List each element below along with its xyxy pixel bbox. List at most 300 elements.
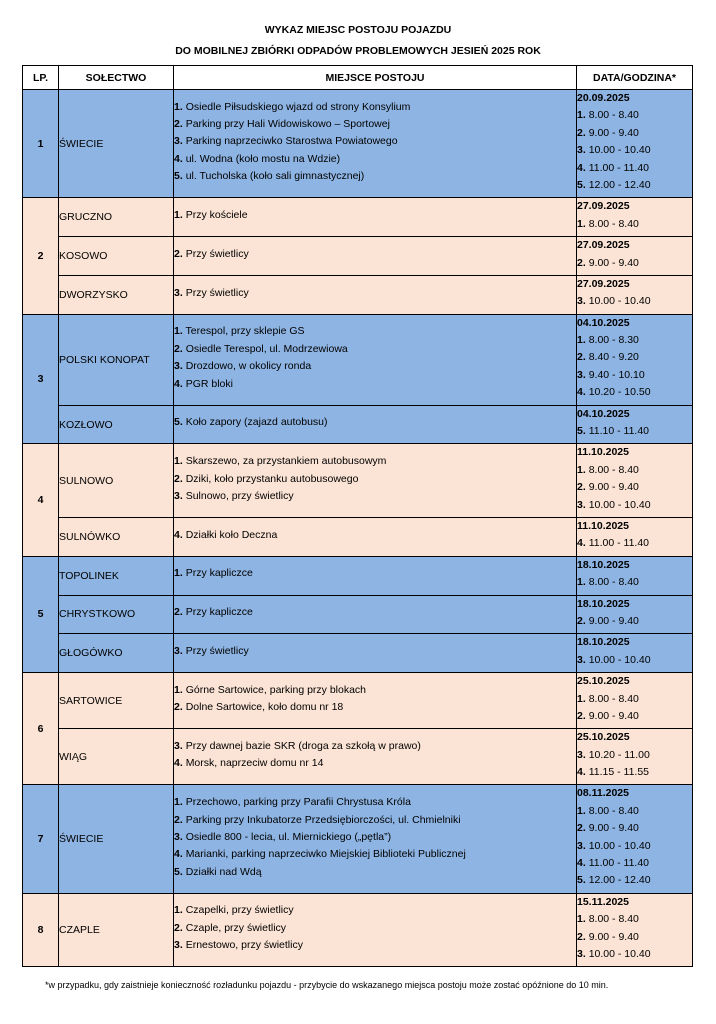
stop-place: Parking przy Inkubatorze Przedsiębiorczości, ul. Chmielniki <box>185 813 461 826</box>
time-number: 5. <box>577 425 586 438</box>
time-range: 10.00 - 10.40 <box>588 947 651 960</box>
time-range: 8.00 - 8.40 <box>588 913 639 926</box>
stop-place: PGR bloki <box>185 377 233 390</box>
time-number: 1. <box>577 463 586 476</box>
lp-cell: 3 <box>23 314 59 444</box>
miejsce-postoju-cell <box>174 275 577 314</box>
data-godzina-cell <box>577 556 693 595</box>
miejsce-postoju-cell <box>174 198 577 237</box>
stop-place: Działki koło Deczna <box>185 528 278 541</box>
time-range: 9.00 - 9.40 <box>588 930 639 943</box>
time-line <box>577 293 692 310</box>
spacer-line <box>174 660 576 663</box>
data-godzina-cell <box>577 729 693 785</box>
stop-number: 3. <box>174 360 183 373</box>
stop-number: 5. <box>174 170 183 183</box>
stop-number: 2. <box>174 118 183 131</box>
time-line <box>577 747 692 764</box>
stop-line <box>174 920 576 937</box>
time-line <box>577 160 692 177</box>
stop-number: 1. <box>174 683 183 696</box>
time-range: 9.00 - 9.40 <box>588 709 639 722</box>
time-number: 2. <box>577 126 586 139</box>
data-godzina-cell <box>577 275 693 314</box>
time-number: 3. <box>577 368 586 381</box>
time-number: 4. <box>577 857 586 870</box>
date-text: 08.11.2025 <box>577 787 629 800</box>
data-godzina-cell <box>577 405 693 444</box>
schedule-table <box>22 65 693 967</box>
stop-line <box>174 902 576 919</box>
stop-place: Terespol, przy sklepie GS <box>185 325 305 338</box>
solectwo-cell: KOZŁOWO <box>59 405 174 444</box>
data-godzina-cell <box>577 444 693 518</box>
stop-line <box>174 488 576 505</box>
time-line <box>577 691 692 708</box>
date-text: 27.09.2025 <box>577 239 630 252</box>
stop-line <box>174 604 576 621</box>
time-line <box>577 652 692 669</box>
miejsce-postoju-cell <box>174 556 577 595</box>
spacer-line <box>174 544 576 547</box>
date-text: 18.10.2025 <box>577 558 630 571</box>
miejsce-postoju-cell <box>174 785 577 893</box>
time-range: 8.40 - 9.20 <box>588 351 639 364</box>
stop-line <box>174 285 576 302</box>
document-title-line1: WYKAZ MIEJSC POSTOJU POJAZDU <box>264 24 452 36</box>
stop-number: 3. <box>174 739 183 752</box>
solectwo-cell: ŚWIECIE <box>59 90 174 198</box>
stop-number: 2. <box>174 247 183 260</box>
time-range: 11.10 - 11.40 <box>588 425 650 438</box>
table-row <box>23 444 693 518</box>
time-number: 2. <box>577 709 586 722</box>
time-number: 2. <box>577 614 586 627</box>
lp-cell: 4 <box>23 444 59 556</box>
table-row <box>23 673 693 729</box>
table-row <box>23 405 693 444</box>
time-line <box>577 462 692 479</box>
time-line <box>577 177 692 194</box>
stop-line <box>174 168 576 185</box>
time-range: 9.00 - 9.40 <box>588 126 639 139</box>
data-godzina-cell <box>577 237 693 276</box>
table-row <box>23 517 693 556</box>
table-row <box>23 729 693 785</box>
time-range: 12.00 - 12.40 <box>588 874 651 887</box>
stop-line <box>174 794 576 811</box>
spacer-line <box>174 505 576 508</box>
stop-place: Dziki, koło przystanku autobusowego <box>185 472 359 485</box>
stop-number: 1. <box>174 209 183 222</box>
stop-place: Marianki, parking naprzeciwko Miejskiej Biblioteki Publicznej <box>185 848 466 861</box>
stop-place: Sulnowo, przy świetlicy <box>185 489 294 502</box>
lp-cell: 8 <box>23 893 59 967</box>
column-header-miejsce-postoju: MIEJSCE POSTOJU <box>174 66 577 90</box>
time-line <box>577 803 692 820</box>
date-text: 25.10.2025 <box>577 731 630 744</box>
time-line <box>577 367 692 384</box>
time-number: 1. <box>577 217 586 230</box>
stop-number: 3. <box>174 135 183 148</box>
time-number: 1. <box>577 576 586 589</box>
table-row <box>23 785 693 893</box>
time-line <box>577 929 692 946</box>
time-range: 10.20 - 11.00 <box>588 748 650 761</box>
stop-place: Parking przy Hali Widowiskowo – Sportowej <box>185 118 390 131</box>
time-range: 10.00 - 10.40 <box>588 295 651 308</box>
spacer-line <box>174 224 576 227</box>
data-godzina-cell <box>577 198 693 237</box>
time-line <box>577 349 692 366</box>
data-godzina-cell <box>577 595 693 634</box>
stop-number: 2. <box>174 701 183 714</box>
column-header-solectwo: SOŁECTWO <box>59 66 174 90</box>
time-range: 9.00 - 9.40 <box>588 822 639 835</box>
time-range: 9.00 - 9.40 <box>588 614 639 627</box>
stop-place: Przy świetlicy <box>185 645 249 658</box>
stop-number: 2. <box>174 472 183 485</box>
table-row <box>23 198 693 237</box>
stop-line <box>174 864 576 881</box>
time-range: 8.00 - 8.30 <box>588 334 639 347</box>
time-line <box>577 872 692 889</box>
time-line <box>577 764 692 781</box>
stop-line <box>174 341 576 358</box>
time-number: 1. <box>577 692 586 705</box>
stop-line <box>174 643 576 660</box>
time-number: 5. <box>577 874 586 887</box>
spacer-line <box>174 622 576 625</box>
lp-cell: 2 <box>23 198 59 314</box>
time-number: 2. <box>577 481 586 494</box>
time-number: 4. <box>577 386 586 399</box>
stop-place: Przy kapliczce <box>185 567 253 580</box>
time-number: 1. <box>577 804 586 817</box>
solectwo-cell: DWORZYSKO <box>59 275 174 314</box>
spacer-line <box>174 186 576 189</box>
table-row <box>23 237 693 276</box>
document-title-line2: DO MOBILNEJ ZBIÓRKI ODPADÓW PROBLEMOWYCH JESIEŃ 2025 ROK <box>175 45 541 57</box>
stop-number: 2. <box>174 921 183 934</box>
miejsce-postoju-cell <box>174 405 577 444</box>
miejsce-postoju-cell <box>174 729 577 785</box>
solectwo-cell: SARTOWICE <box>59 673 174 729</box>
stop-number: 3. <box>174 830 183 843</box>
time-number: 4. <box>577 537 586 550</box>
time-line <box>577 613 692 630</box>
spacer-line <box>174 717 576 720</box>
table-row <box>23 893 693 967</box>
table-row <box>23 275 693 314</box>
time-range: 8.00 - 8.40 <box>588 217 639 230</box>
stop-place: Ernestowo, przy świetlicy <box>185 939 303 952</box>
miejsce-postoju-cell <box>174 673 577 729</box>
solectwo-cell: POLSKI KONOPAT <box>59 314 174 405</box>
stop-number: 1. <box>174 567 183 580</box>
time-number: 2. <box>577 930 586 943</box>
time-line <box>577 384 692 401</box>
time-line <box>577 332 692 349</box>
time-line <box>577 497 692 514</box>
stop-number: 2. <box>174 342 183 355</box>
time-number: 1. <box>577 109 586 122</box>
stop-line <box>174 565 576 582</box>
time-number: 5. <box>577 178 586 191</box>
stop-number: 4. <box>174 377 183 390</box>
table-row <box>23 90 693 198</box>
stop-place: Koło zapory (zajazd autobusu) <box>185 416 328 429</box>
stop-number: 1. <box>174 904 183 917</box>
time-number: 3. <box>577 947 586 960</box>
time-range: 10.00 - 10.40 <box>588 498 651 511</box>
stop-line <box>174 99 576 116</box>
table-row <box>23 314 693 405</box>
stop-line <box>174 151 576 168</box>
time-line <box>577 946 692 963</box>
schedule-table-body <box>23 90 693 967</box>
stop-place: ul. Tucholska (koło sali gimnastycznej) <box>185 170 365 183</box>
stop-number: 5. <box>174 416 183 429</box>
column-header-data-godzina: DATA/GODZINA* <box>577 66 693 90</box>
stop-line <box>174 246 576 263</box>
date-text: 18.10.2025 <box>577 597 630 610</box>
lp-cell: 1 <box>23 90 59 198</box>
stop-place: Parking naprzeciwko Starostwa Powiatowego <box>185 135 398 148</box>
time-range: 12.00 - 12.40 <box>588 178 651 191</box>
miejsce-postoju-cell <box>174 314 577 405</box>
date-text: 25.10.2025 <box>577 675 630 688</box>
date-text: 11.10.2025 <box>577 519 629 532</box>
solectwo-cell: WIĄG <box>59 729 174 785</box>
miejsce-postoju-cell <box>174 90 577 198</box>
stop-line <box>174 812 576 829</box>
time-range: 9.00 - 9.40 <box>588 481 639 494</box>
stop-line <box>174 755 576 772</box>
time-number: 1. <box>577 913 586 926</box>
miejsce-postoju-cell <box>174 237 577 276</box>
miejsce-postoju-cell <box>174 634 577 673</box>
stop-place: Działki nad Wdą <box>185 865 262 878</box>
spacer-line <box>174 393 576 396</box>
stop-place: Przy kapliczce <box>185 606 253 619</box>
time-number: 3. <box>577 144 586 157</box>
data-godzina-cell <box>577 785 693 893</box>
data-godzina-cell <box>577 90 693 198</box>
solectwo-cell: CHRYSTKOWO <box>59 595 174 634</box>
miejsce-postoju-cell <box>174 517 577 556</box>
stop-place: Czapelki, przy świetlicy <box>185 904 294 917</box>
spacer-line <box>174 773 576 776</box>
data-godzina-cell <box>577 893 693 967</box>
time-range: 10.00 - 10.40 <box>588 653 651 666</box>
date-text: 11.10.2025 <box>577 446 629 459</box>
stop-line <box>174 699 576 716</box>
stop-place: Górne Sartowice, parking przy blokach <box>185 683 367 696</box>
data-godzina-cell <box>577 314 693 405</box>
stop-line <box>174 846 576 863</box>
time-line <box>577 107 692 124</box>
data-godzina-cell <box>577 673 693 729</box>
time-line <box>577 142 692 159</box>
stop-number: 3. <box>174 489 183 502</box>
date-text: 27.09.2025 <box>577 277 630 290</box>
solectwo-cell: ŚWIECIE <box>59 785 174 893</box>
time-range: 8.00 - 8.40 <box>588 576 639 589</box>
stop-place: Skarszewo, za przystankiem autobusowym <box>185 455 387 468</box>
solectwo-cell: GŁOGÓWKO <box>59 634 174 673</box>
time-line <box>577 838 692 855</box>
time-number: 3. <box>577 295 586 308</box>
date-text: 18.10.2025 <box>577 636 630 649</box>
time-range: 11.00 - 11.40 <box>588 161 650 174</box>
time-number: 3. <box>577 839 586 852</box>
date-text: 04.10.2025 <box>577 316 630 329</box>
stop-number: 5. <box>174 865 183 878</box>
time-line <box>577 820 692 837</box>
spacer-line <box>577 963 692 966</box>
stop-number: 4. <box>174 848 183 861</box>
time-range: 9.00 - 9.40 <box>588 256 639 269</box>
time-line <box>577 574 692 591</box>
time-range: 10.20 - 10.50 <box>588 386 651 399</box>
lp-cell: 5 <box>23 556 59 672</box>
time-number: 3. <box>577 653 586 666</box>
data-godzina-cell <box>577 634 693 673</box>
stop-number: 4. <box>174 528 183 541</box>
time-line <box>577 911 692 928</box>
date-text: 04.10.2025 <box>577 407 630 420</box>
stop-number: 1. <box>174 325 183 338</box>
time-range: 8.00 - 8.40 <box>588 109 639 122</box>
stop-place: Morsk, naprzeciw domu nr 14 <box>185 757 324 770</box>
stop-number: 3. <box>174 645 183 658</box>
stop-line <box>174 323 576 340</box>
miejsce-postoju-cell <box>174 595 577 634</box>
lp-cell: 6 <box>23 673 59 785</box>
date-text: 20.09.2025 <box>577 92 630 104</box>
spacer-line <box>174 881 576 884</box>
table-header-row <box>23 66 693 90</box>
data-godzina-cell <box>577 517 693 556</box>
time-line <box>577 855 692 872</box>
stop-line <box>174 116 576 133</box>
stop-place: Przy dawnej bazie SKR (droga za szkołą w prawo) <box>185 739 421 752</box>
stop-place: Dolne Sartowice, koło domu nr 18 <box>185 701 344 714</box>
solectwo-cell: CZAPLE <box>59 893 174 967</box>
time-line <box>577 216 692 233</box>
stop-number: 4. <box>174 757 183 770</box>
solectwo-cell: TOPOLINEK <box>59 556 174 595</box>
time-number: 1. <box>577 334 586 347</box>
spacer-line <box>174 583 576 586</box>
spacer-line <box>174 263 576 266</box>
spacer-line <box>174 302 576 305</box>
stop-line <box>174 527 576 544</box>
stop-place: Przy świetlicy <box>185 286 249 299</box>
stop-number: 1. <box>174 455 183 468</box>
stop-line <box>174 738 576 755</box>
time-number: 3. <box>577 498 586 511</box>
time-number: 3. <box>577 748 586 761</box>
solectwo-cell: KOSOWO <box>59 237 174 276</box>
time-range: 11.00 - 11.40 <box>588 857 650 870</box>
stop-number: 3. <box>174 939 183 952</box>
stop-line <box>174 829 576 846</box>
solectwo-cell: GRUCZNO <box>59 198 174 237</box>
time-line <box>577 535 692 552</box>
date-text: 27.09.2025 <box>577 200 630 213</box>
solectwo-cell: SULNÓWKO <box>59 517 174 556</box>
time-line <box>577 708 692 725</box>
stop-number: 1. <box>174 796 183 809</box>
table-row <box>23 556 693 595</box>
date-text: 15.11.2025 <box>577 895 629 908</box>
stop-place: Osiedle Piłsudskiego wjazd od strony Konsylium <box>185 100 411 113</box>
stop-line <box>174 682 576 699</box>
stop-line <box>174 376 576 393</box>
table-row <box>23 595 693 634</box>
stop-number: 2. <box>174 813 183 826</box>
miejsce-postoju-cell <box>174 444 577 518</box>
stop-place: Osiedle Terespol, ul. Modrzewiowa <box>185 342 348 355</box>
stop-line <box>174 358 576 375</box>
stop-line <box>174 133 576 150</box>
stop-number: 2. <box>174 606 183 619</box>
time-line <box>577 255 692 272</box>
stop-place: Przechowo, parking przy Parafii Chrystusa Króla <box>185 796 411 809</box>
time-line <box>577 125 692 142</box>
time-number: 2. <box>577 351 586 364</box>
time-range: 11.15 - 11.55 <box>588 766 650 779</box>
stop-line <box>174 207 576 224</box>
time-range: 8.00 - 8.40 <box>588 692 639 705</box>
stop-place: Osiedle 800 - lecia, ul. Miernickiego („pętla”) <box>185 830 392 843</box>
spacer-line <box>174 432 576 435</box>
time-line <box>577 479 692 496</box>
stop-line <box>174 937 576 954</box>
stop-place: ul. Wodna (koło mostu na Wdzie) <box>185 152 341 165</box>
spacer-line <box>174 955 576 958</box>
time-range: 11.00 - 11.40 <box>588 537 650 550</box>
column-header-lp: LP. <box>23 66 59 90</box>
time-number: 4. <box>577 161 586 174</box>
time-number: 2. <box>577 256 586 269</box>
stop-place: Przy kościele <box>185 209 248 222</box>
time-range: 10.00 - 10.40 <box>588 839 651 852</box>
time-number: 2. <box>577 822 586 835</box>
miejsce-postoju-cell <box>174 893 577 967</box>
stop-number: 3. <box>174 286 183 299</box>
time-range: 8.00 - 8.40 <box>588 804 639 817</box>
stop-line <box>174 414 576 431</box>
stop-line <box>174 471 576 488</box>
stop-number: 1. <box>174 100 183 113</box>
footnote: *w przypadku, gdy zaistnieje konieczność rozładunku pojazdu - przybycie do wskazanego miejsca postoju może zostać opóźnione do 10 min. <box>45 980 609 990</box>
solectwo-cell: SULNOWO <box>59 444 174 518</box>
time-number: 4. <box>577 766 586 779</box>
lp-cell: 7 <box>23 785 59 893</box>
table-row <box>23 634 693 673</box>
stop-place: Drozdowo, w okolicy ronda <box>185 360 312 373</box>
time-range: 10.00 - 10.40 <box>588 144 651 157</box>
stop-line <box>174 453 576 470</box>
stop-place: Czaple, przy świetlicy <box>185 921 287 934</box>
time-range: 9.40 - 10.10 <box>588 368 645 381</box>
stop-place: Przy świetlicy <box>185 247 249 260</box>
stop-number: 4. <box>174 152 183 165</box>
time-range: 8.00 - 8.40 <box>588 463 639 476</box>
